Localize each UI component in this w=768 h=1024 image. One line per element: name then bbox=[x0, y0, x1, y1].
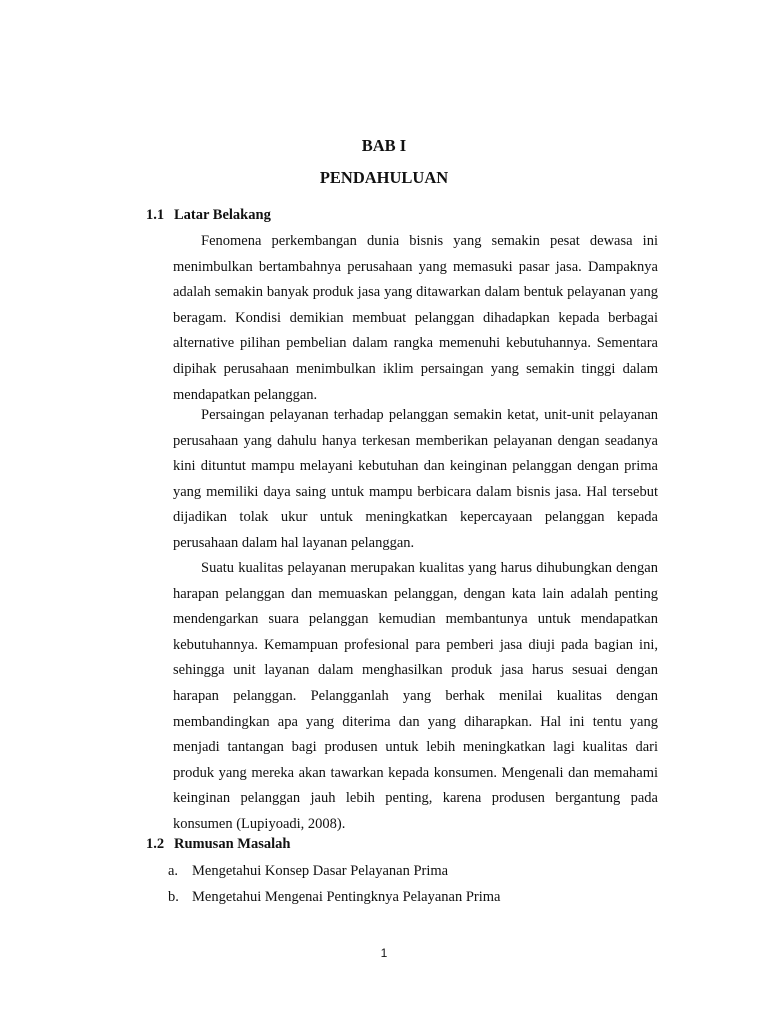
chapter-title: PENDAHULUAN bbox=[319, 168, 449, 187]
chapter-number: BAB I bbox=[361, 136, 407, 155]
list-marker: a. bbox=[168, 863, 179, 879]
list-item bbox=[168, 858, 500, 884]
list-item-text: Mengetahui Mengenai Pentingknya Pelayanan Prima bbox=[192, 889, 501, 905]
list-item-text: Mengetahui Konsep Dasar Pelayanan Prima bbox=[192, 863, 449, 879]
section-heading-rumusan-masalah bbox=[146, 836, 290, 853]
section-number: 1.2 bbox=[146, 836, 165, 852]
section-heading-latar-belakang bbox=[146, 207, 271, 224]
section-title: Rumusan Masalah bbox=[174, 836, 291, 852]
section-number: 1.1 bbox=[146, 207, 165, 223]
section-title: Latar Belakang bbox=[174, 207, 271, 223]
page-number: 1 bbox=[380, 946, 388, 960]
paragraph-3: Suatu kualitas pelayanan merupakan kualitas yang harus dihubungkan dengan harapan pelanggan dan memuaskan pelanggan, dengan kata lain adalah penting mendengarkan suara pelanggan kemudian membantunya untuk mendapatkan kebutuhannya. Kemampuan profesional para pemberi jasa diuji pada bagian ini, sehingga unit layanan dalam menghasilkan produk jasa harus sesuai dengan harapan pelanggan. Pelangganlah yang berhak menilai kualitas dengan membandingkan apa yang diterima dan yang diharapkan. Hal ini tentu yang menjadi tantangan bagi produsen untuk lebih meningkatkan lagi kualitas dari produk yang mereka akan tawarkan kepada konsumen. Mengenali dan memahami keinginan pelanggan jauh lebih penting, karena produsen bergantung pada konsumen (Lupiyoadi, 2008). bbox=[173, 560, 658, 832]
paragraph-1: Fenomena perkembangan dunia bisnis yang semakin pesat dewasa ini menimbulkan bertambahnya perusahaan yang memasuki pasar jasa. Dampaknya adalah semakin banyak produk jasa yang ditawarkan dalam bentuk pelayanan yang beragam. Kondisi demikian membuat pelanggan dihadapkan kepada berbagai alternative pilihan pembelian dalam rangka memenuhi kebutuhannya. Sementara dipihak perusahaan menimbulkan iklim persaingan yang semakin tinggi dalam mendapatkan pelanggan. bbox=[173, 233, 658, 403]
list-marker: b. bbox=[168, 889, 179, 905]
problem-list bbox=[168, 858, 500, 910]
paragraph-2: Persaingan pelayanan terhadap pelanggan semakin ketat, unit-unit pelayanan perusahaan yang dahulu hanya terkesan memberikan pelayanan dengan seadanya kini dituntut mampu melayani kebutuhan dan keinginan pelanggan dengan prima yang memiliki daya saing untuk mampu berbicara dalam bisnis jasa. Hal tersebut dijadikan tolak ukur untuk meningkatkan kepercayaan pelanggan kepada perusahaan dalam hal layanan pelanggan. bbox=[173, 407, 658, 551]
list-item bbox=[168, 884, 500, 910]
